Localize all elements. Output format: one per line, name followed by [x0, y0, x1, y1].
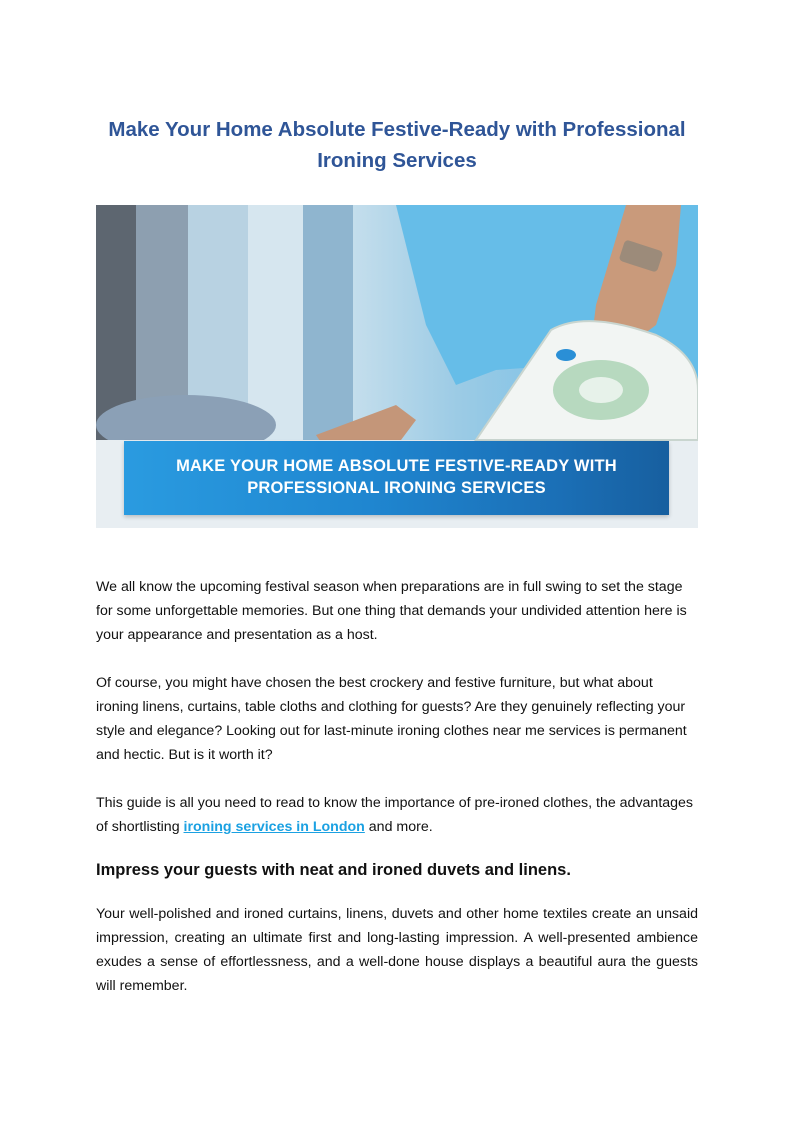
ironing-services-london-link[interactable]: ironing services in London	[183, 819, 365, 835]
hero-image	[96, 205, 698, 528]
guide-paragraph-text-after: and more.	[364, 819, 433, 835]
hero-banner-text	[124, 455, 669, 499]
second-paragraph: Of course, you might have chosen the best crockery and festive furniture, but what about ironing linens, curtains, table cloths and clothing for guests? Are they genuinely reflecting your style and elegance? Looking out for last-minute ironing clothes near me services is permanent and hectic. But is it worth it?	[96, 675, 687, 763]
hanging-garment-blue	[303, 205, 353, 445]
guide-paragraph-text-before: This guide is all you need to read to know the importance of pre-ironed clothes, the advantages of shortlisting	[96, 795, 694, 835]
section-paragraph: Your well-polished and ironed curtains, linens, duvets and other home textiles create an unsaid impression, creating an ultimate first and long-lasting impression. A well-presented ambience exudes a sense of effortlessness, and a well-done house displays a beautiful aura the guests will remember.	[96, 906, 698, 994]
hero-banner-line-2: PROFESSIONAL IRONING SERVICES	[247, 479, 546, 497]
hero-banner-line-1: MAKE YOUR HOME ABSOLUTE FESTIVE-READY WITH	[176, 457, 617, 475]
section-heading: Impress your guests with neat and ironed duvets and linens.	[96, 861, 571, 879]
iron-dial-center	[579, 377, 623, 403]
guide-paragraph	[96, 791, 698, 839]
iron-steam-button	[556, 349, 576, 361]
intro-paragraph: We all know the upcoming festival season when preparations are in full swing to set the stage for some unforgettable memories. But one thing that demands your undivided attention here is your appearance and presentation as a host.	[96, 579, 687, 643]
document-title: Make Your Home Absolute Festive-Ready with Professional Ironing Services	[108, 118, 686, 172]
hero-banner	[124, 441, 669, 515]
